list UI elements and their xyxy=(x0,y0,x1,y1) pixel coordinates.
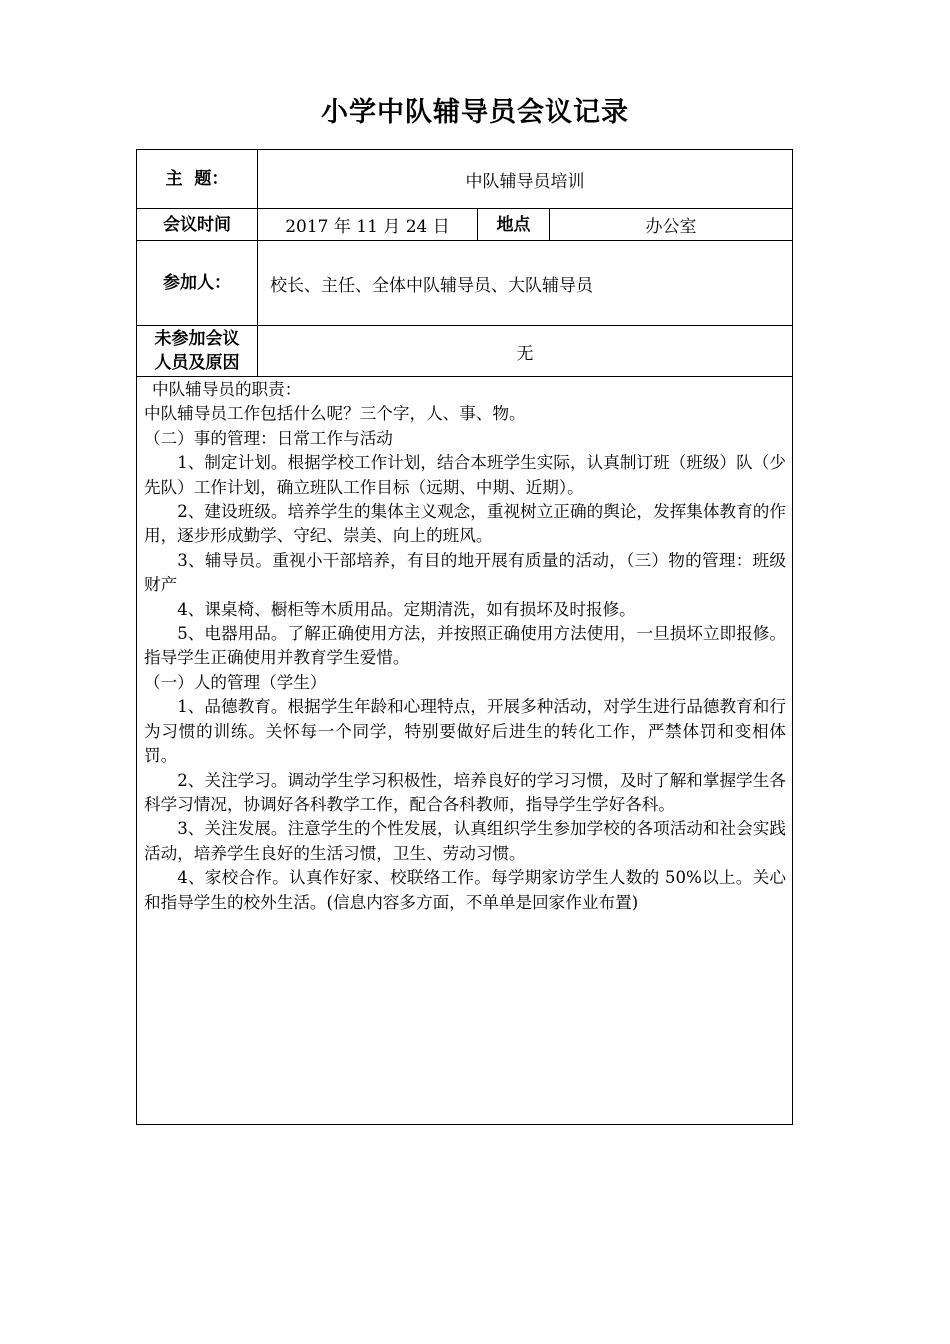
table-border-bottom xyxy=(136,1124,793,1125)
content-paragraph: （一）人的管理（学生） xyxy=(144,672,327,692)
topic-label: 主 题： xyxy=(165,169,229,189)
content-paragraph: 4、家校合作。认真作好家、校联络工作。每学期家访学生人数的 50%以上。关心和指导学生的校外生活。(信息内容多方面，不单单是回家作业布置) xyxy=(144,868,786,912)
topic-value: 中队辅导员培训 xyxy=(465,171,585,192)
content-paragraph: 3、关注发展。注意学生的个性发展，认真组织学生参加学校的各项活动和社会实践活动，培养学生良好的生活习惯，卫生、劳动习惯。 xyxy=(144,819,786,863)
place-value: 办公室 xyxy=(645,217,697,237)
page-title: 小学中队辅导员会议记录 xyxy=(321,97,629,128)
absent-value: 无 xyxy=(516,343,534,364)
content-paragraph: 2、建设班级。培养学生的集体主义观念，重视树立正确的舆论，发挥集体教育的作用，逐步形成勤学、守纪、崇美、向上的班风。 xyxy=(144,502,786,546)
place-label: 地点 xyxy=(496,214,531,235)
content-paragraph: 1、制定计划。根据学校工作计划，结合本班学生实际，认真制订班（班级）队（少先队）工作计划，确立班队工作目标（远期、中期、近期）。 xyxy=(144,453,786,497)
time-label: 会议时间 xyxy=(163,214,231,235)
content-paragraph: 1、品德教育。根据学生年龄和心理特点，开展多种活动，对学生进行品德教育和行为习惯的训练。关怀每一个同学，特别要做好后进生的转化工作，严禁体罚和变相体罚。 xyxy=(144,697,786,766)
absent-label-line1: 未参加会议 xyxy=(154,329,240,349)
content-paragraph: （二）事的管理：日常工作与活动 xyxy=(144,428,393,448)
content-paragraph: 5、电器用品。了解正确使用方法，并按照正确使用方法使用，一旦损坏立即报修。指导学生正确使用并教育学生爱惜。 xyxy=(144,624,786,668)
meeting-content xyxy=(144,378,786,915)
time-value: 2017 年 11 月 24 日 xyxy=(285,217,450,237)
table-border-right xyxy=(792,149,793,1125)
absent-label-line2: 人员及原因 xyxy=(154,353,240,373)
table-rule-4 xyxy=(136,376,793,377)
attendees-value: 校长、主任、全体中队辅导员、大队辅导员 xyxy=(270,275,593,296)
content-paragraph: 中队辅导员工作包括什么呢？三个字，人、事、物。 xyxy=(144,404,526,424)
content-paragraph: 中队辅导员的职责： xyxy=(152,380,302,399)
content-paragraph: 2、关注学习。调动学生学习积极性，培养良好的学习习惯，及时了解和掌握学生各科学习情况，协调好各科教学工作，配合各科教师，指导学生学好各科。 xyxy=(144,770,786,814)
content-paragraph: 3、辅导员。重视小干部培养，有目的地开展有质量的活动，（三）物的管理：班级财产 xyxy=(144,550,786,595)
absent-label xyxy=(137,326,257,376)
content-paragraph: 4、课桌椅、橱柜等木质用品。定期清洗，如有损坏及时报修。 xyxy=(177,599,636,619)
attendees-label: 参加人： xyxy=(163,273,231,293)
